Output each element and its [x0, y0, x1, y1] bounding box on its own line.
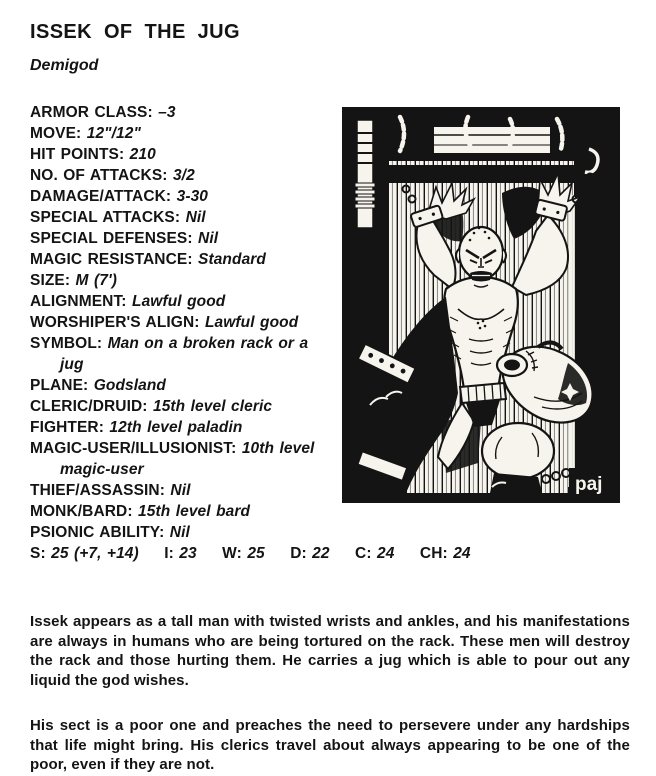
stat-label: MAGIC RESISTANCE: [30, 251, 193, 268]
stat-fighter [30, 417, 338, 438]
stat-label: WORSHIPER'S ALIGN: [30, 314, 200, 331]
stat-value: 15th level cleric [152, 398, 273, 415]
stat-thief-assassin [30, 480, 338, 501]
stat-special-attacks [30, 207, 338, 228]
stat-label: NO. OF ATTACKS: [30, 167, 168, 184]
stat-label: SPECIAL DEFENSES: [30, 230, 193, 247]
stat-label: DAMAGE/ATTACK: [30, 188, 172, 205]
stat-plane [30, 375, 338, 396]
stat-value: Godsland [93, 377, 166, 394]
stat-value: –3 [158, 104, 176, 121]
ability-abbr: I: [164, 545, 174, 562]
stat-value: Man on a broken rack or a [107, 335, 309, 352]
stat-value: 12th level paladin [109, 419, 243, 436]
stat-value: 10th level [241, 440, 315, 457]
stat-label: SYMBOL: [30, 335, 103, 352]
stat-label: SIZE: [30, 272, 71, 289]
stat-hit-points [30, 144, 338, 165]
left-post [355, 120, 375, 228]
knee [482, 423, 554, 479]
ability-scores-line [30, 543, 471, 564]
stat-damage-attack [30, 186, 338, 207]
page-title: ISSEK OF THE JUG [30, 21, 240, 44]
ability-charisma [420, 545, 471, 562]
stat-label: SPECIAL ATTACKS: [30, 209, 181, 226]
stat-label: CLERIC/DRUID: [30, 398, 148, 415]
stat-label: FIGHTER: [30, 419, 104, 436]
stat-alignment [30, 291, 338, 312]
ability-constitution [355, 545, 394, 562]
stat-value: Nil [170, 482, 191, 499]
ability-intelligence [164, 545, 197, 562]
stat-move [30, 123, 338, 144]
stat-special-defenses [30, 228, 338, 249]
ability-value: 23 [179, 545, 197, 562]
stat-label: ALIGNMENT: [30, 293, 127, 310]
ability-abbr: CH: [419, 545, 448, 562]
ability-strength [30, 545, 139, 562]
ability-value: 22 [312, 545, 330, 562]
stat-value: Nil [169, 524, 190, 541]
stat-label: THIEF/ASSASSIN: [30, 482, 165, 499]
artist-signature-text: paj [575, 474, 603, 495]
ability-abbr: D: [290, 545, 307, 562]
stat-worshipers-align [30, 312, 338, 333]
stat-value: Lawful good [132, 293, 226, 310]
stat-size [30, 270, 338, 291]
stat-value: Nil [185, 209, 206, 226]
stat-value: 210 [129, 146, 156, 163]
stat-value: 12"/12" [86, 125, 141, 142]
stat-label: PLANE: [30, 377, 89, 394]
stat-label: PSIONIC ABILITY: [30, 524, 165, 541]
stat-symbol [30, 333, 338, 375]
body-paragraph-sect: His sect is a poor one and preaches the need to persevere under any hardships that life might bring. His clerics travel about always appearing to be one of the poor, even if they are not. [30, 717, 630, 774]
stat-value: Nil [198, 230, 219, 247]
stat-value: 15th level bard [138, 503, 251, 520]
stat-magic-user-illusionist [30, 438, 338, 480]
stat-label: MAGIC-USER/ILLUSIONIST: [30, 440, 237, 457]
ability-dexterity [290, 545, 329, 562]
stat-armor-class [30, 102, 338, 123]
stat-no-of-attacks [30, 165, 338, 186]
artist-signature [569, 468, 614, 497]
stat-block [30, 102, 471, 564]
ability-value: 25 (+7, +14) [51, 545, 139, 562]
stat-magic-resistance [30, 249, 338, 270]
ability-abbr: W: [222, 545, 242, 562]
body-paragraph-appearance: Issek appears as a tall man with twisted wrists and ankles, and his manifestations are always in humans who are being tortured on the rack. These men will destroy the rack and those hurting them. He carries a jug which is able to pour out any liquid the god wishes. [30, 613, 630, 689]
ability-value: 24 [453, 545, 471, 562]
stat-value: Lawful good [204, 314, 299, 331]
stat-value-continuation: magic-user [60, 461, 144, 478]
stat-value: 3/2 [172, 167, 195, 184]
ability-abbr: C: [355, 545, 372, 562]
mouth-grimace [470, 271, 492, 282]
stat-label: HIT POINTS: [30, 146, 125, 163]
stat-cleric-druid [30, 396, 338, 417]
stat-value: Standard [198, 251, 266, 268]
ability-abbr: S: [30, 545, 46, 562]
stat-value: M (7') [75, 272, 117, 289]
stat-psionic-ability [30, 522, 338, 543]
illustration-issek-on-rack [342, 107, 620, 503]
ability-value: 24 [377, 545, 395, 562]
stat-value: 3-30 [176, 188, 209, 205]
ability-wisdom [222, 545, 265, 562]
deity-type-label: Demigod [30, 57, 99, 74]
stat-value-continuation: jug [60, 356, 84, 373]
stat-label: ARMOR CLASS: [30, 104, 153, 121]
stat-label: MOVE: [30, 125, 82, 142]
stat-label: MONK/BARD: [30, 503, 133, 520]
rack-crossbeam [376, 165, 578, 183]
ability-value: 25 [247, 545, 265, 562]
stat-monk-bard [30, 501, 338, 522]
